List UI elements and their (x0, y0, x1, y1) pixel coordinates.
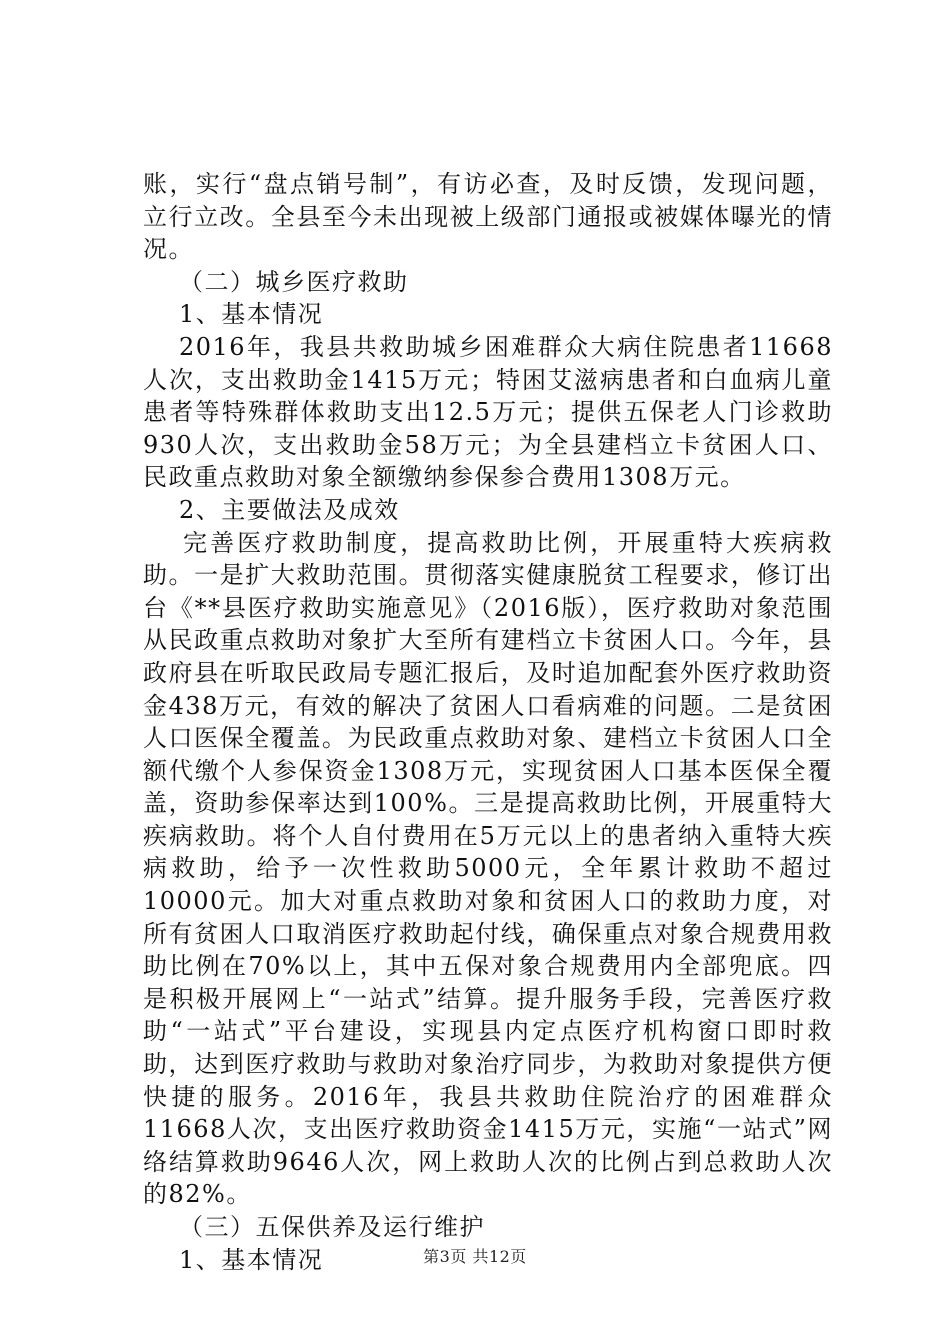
paragraph-continuation: 账，实行“盘点销号制”，有访必查，及时反馈，发现问题，立行立改。全县至今未出现被上级部门通报或被媒体曝光的情况。 (143, 170, 833, 264)
subheading-main-practices: 2、主要做法及成效 (179, 495, 400, 524)
paragraph-main-practices: 完善医疗救助制度，提高救助比例，开展重特大疾病救助。一是扩大救助范围。贯彻落实健康脱贫工程要求，修订出台《**县医疗救助实施意见》（2016版），医疗救助对象范围从民政重点救助对象扩大至所有建档立卡贫困人口。今年，县政府县在听取民政局专题汇报后，及时追加配套外医疗救助资金438万元，有效的解决了贫困人口看病难的问题。二是贫困人口医保全覆盖。为民政重点救助对象、建档立卡贫困人口全额代缴个人参保资金1308万元，实现贫困人口基本医保全覆盖，资助参保率达到100%。三是提高救助比例，开展重特大疾病救助。将个人自付费用在5万元以上的患者纳入重特大疾病救助，给予一次性救助5000元，全年累计救助不超过10000元。加大对重点救助对象和贫困人口的救助力度，对所有贫困人口取消医疗救助起付线，确保重点对象合规费用救助比例在70%以上，其中五保对象合规费用内全部兜底。四是积极开展网上“一站式”结算。提升服务手段，完善医疗救助“一站式”平台建设，实现县内定点医疗机构窗口即时救助，达到医疗救助与救助对象治疗同步，为救助对象提供方便快捷的服务。2016年，我县共救助住院治疗的困难群众11668人次，支出医疗救助资金1415万元，实施“一站式”网络结算救助9646人次，网上救助人次的比例占到总救助人次的82%。 (143, 528, 833, 1209)
paragraph-basic-situation: 2016年，我县共救助城乡困难群众大病住院患者11668人次，支出救助金1415万元；特困艾滋病患者和白血病儿童患者等特殊群体救助支出12.5万元；提供五保老人门诊救助930人次，支出救助金58万元；为全县建档立卡贫困人口、民政重点救助对象全额缴纳参保参合费用1308万元。 (143, 332, 833, 492)
page-footer: 第3页 共12页 (423, 1247, 527, 1266)
section-heading-five-guarantees: （三）五保供养及运行维护 (179, 1213, 485, 1241)
subheading-basic-situation-2: 1、基本情况 (179, 1245, 324, 1274)
subheading-basic-situation: 1、基本情况 (179, 300, 324, 329)
section-heading-medical-aid: （二）城乡医疗救助 (179, 267, 409, 296)
document-body (143, 168, 833, 1276)
